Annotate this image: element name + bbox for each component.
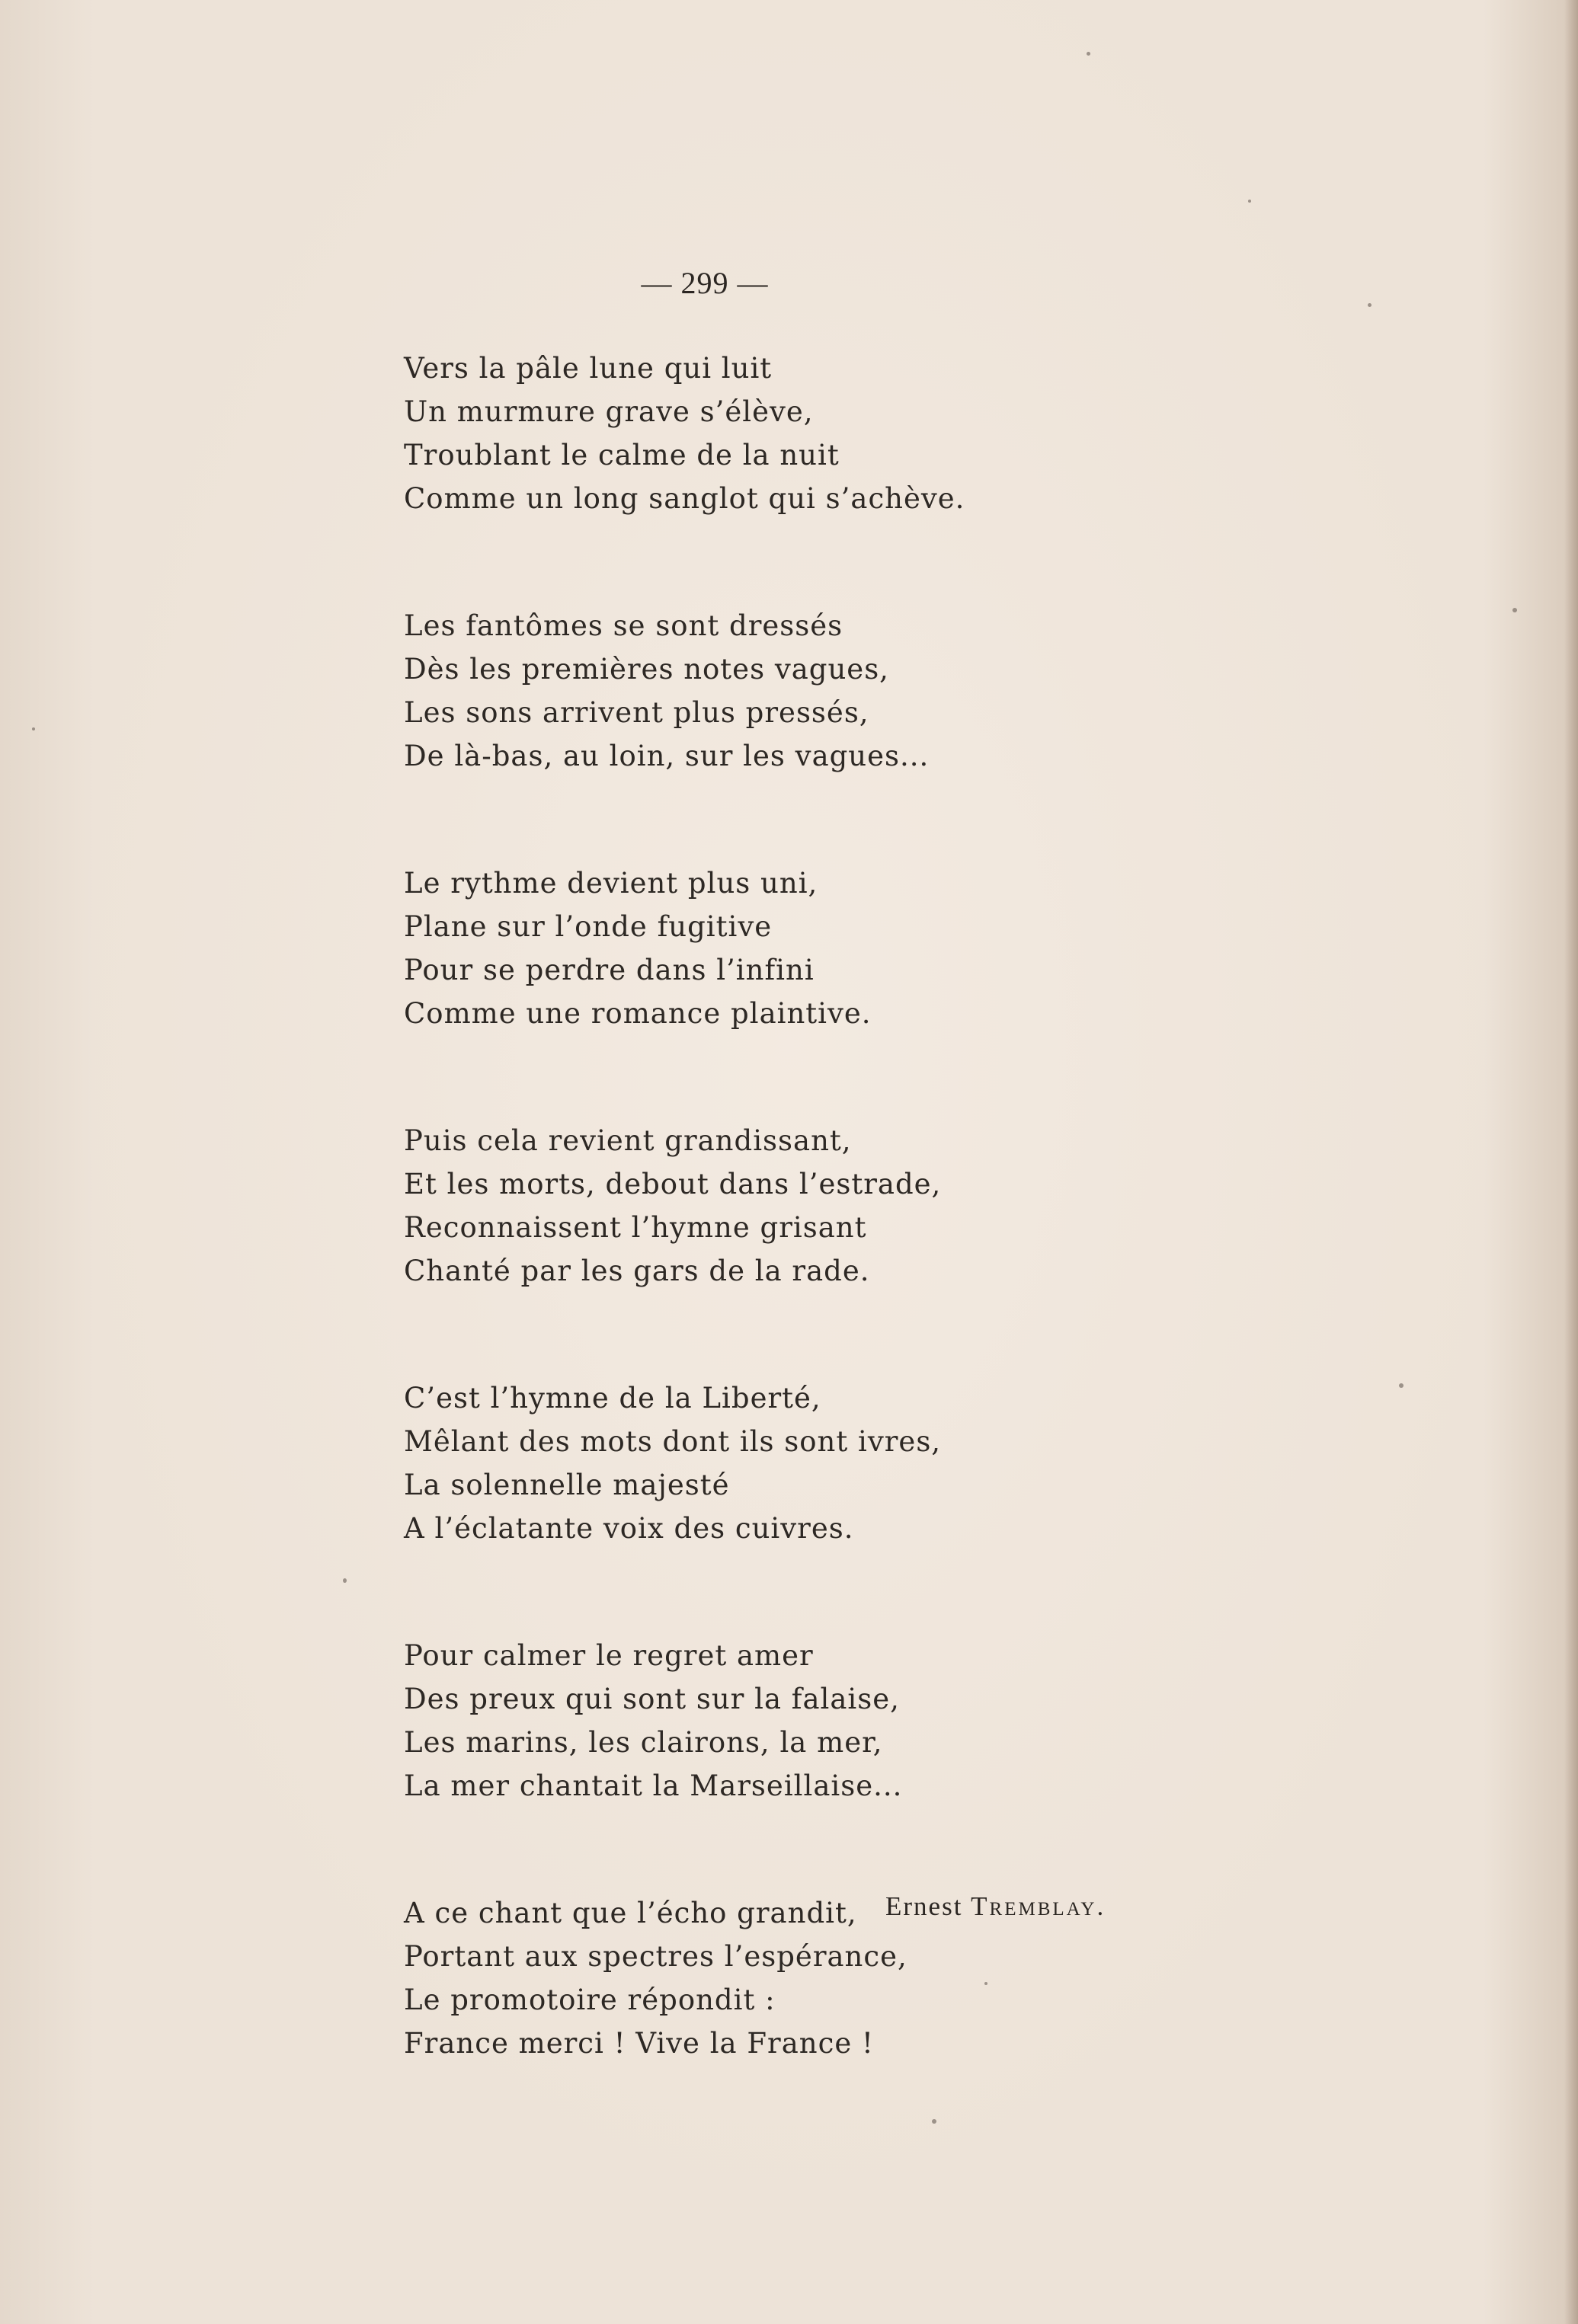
- poem: [404, 347, 1242, 2149]
- verse-line: Vers la pâle lune qui luit: [404, 352, 773, 385]
- verse-line: C’est l’hymne de la Liberté,: [404, 1382, 821, 1415]
- verse-line: Comme une romance plaintive.: [404, 997, 872, 1030]
- author-signature: [885, 1891, 1106, 1922]
- verse-line: Des preux qui sont sur la falaise,: [404, 1683, 900, 1715]
- verse-line: Chanté par les gars de la rade.: [404, 1255, 870, 1287]
- verse-line: Mêlant des mots dont ils sont ivres,: [404, 1425, 942, 1458]
- verse-line: France merci ! Vive la France !: [404, 2027, 874, 2060]
- verse-line: Et les morts, debout dans l’estrade,: [404, 1168, 942, 1200]
- verse-line: Le promotoire répondit :: [404, 1984, 776, 2016]
- stanza: [404, 1376, 1242, 1550]
- paper-speck: [1512, 608, 1517, 612]
- author-first-name: Ernest: [885, 1891, 963, 1921]
- verse-line: Comme un long sanglot qui s’achève.: [404, 482, 965, 515]
- paper-speck: [1248, 200, 1251, 203]
- paper-speck: [343, 1578, 347, 1583]
- stanza: [404, 1119, 1242, 1293]
- verse-line: Dès les premières notes vagues,: [404, 653, 889, 686]
- paper-speck: [932, 2119, 936, 2124]
- stanza: [404, 862, 1242, 1035]
- verse-line: Puis cela revient grandissant,: [404, 1124, 852, 1157]
- stanza: [404, 1634, 1242, 1808]
- verse-line: Les fantômes se sont dressés: [404, 609, 843, 642]
- verse-line: La mer chantait la Marseillaise...: [404, 1769, 903, 1802]
- verse-line: De là-bas, au loin, sur les vagues...: [404, 740, 930, 772]
- stanza: [404, 347, 1242, 520]
- verse-line: Troublant le calme de la nuit: [404, 439, 840, 472]
- stanza: [404, 604, 1242, 778]
- verse-line: A l’éclatante voix des cuivres.: [404, 1512, 854, 1545]
- verse-line: Plane sur l’onde fugitive: [404, 910, 773, 943]
- page-number: — 299 —: [641, 266, 769, 300]
- stanza: [404, 1891, 1242, 2065]
- verse-line: Reconnaissent l’hymne grisant: [404, 1211, 867, 1244]
- paper-speck: [984, 1982, 987, 1985]
- author-surname: Tremblay.: [971, 1891, 1106, 1921]
- verse-line: Portant aux spectres l’espérance,: [404, 1940, 907, 1973]
- verse-line: A ce chant que l’écho grandit,: [404, 1897, 857, 1929]
- paper-speck: [1368, 303, 1372, 307]
- verse-line: Pour calmer le regret amer: [404, 1639, 814, 1672]
- verse-line: Les sons arrivent plus pressés,: [404, 696, 869, 729]
- paper-speck: [32, 727, 35, 730]
- page-edge-shadow: [1564, 0, 1578, 2324]
- verse-line: Le rythme devient plus uni,: [404, 867, 818, 900]
- verse-line: Un murmure grave s’élève,: [404, 395, 814, 428]
- paper-speck: [1087, 52, 1090, 56]
- verse-line: La solennelle majesté: [404, 1469, 730, 1501]
- paper-speck: [1399, 1383, 1404, 1388]
- verse-line: Les marins, les clairons, la mer,: [404, 1726, 883, 1759]
- verse-line: Pour se perdre dans l’infini: [404, 954, 815, 986]
